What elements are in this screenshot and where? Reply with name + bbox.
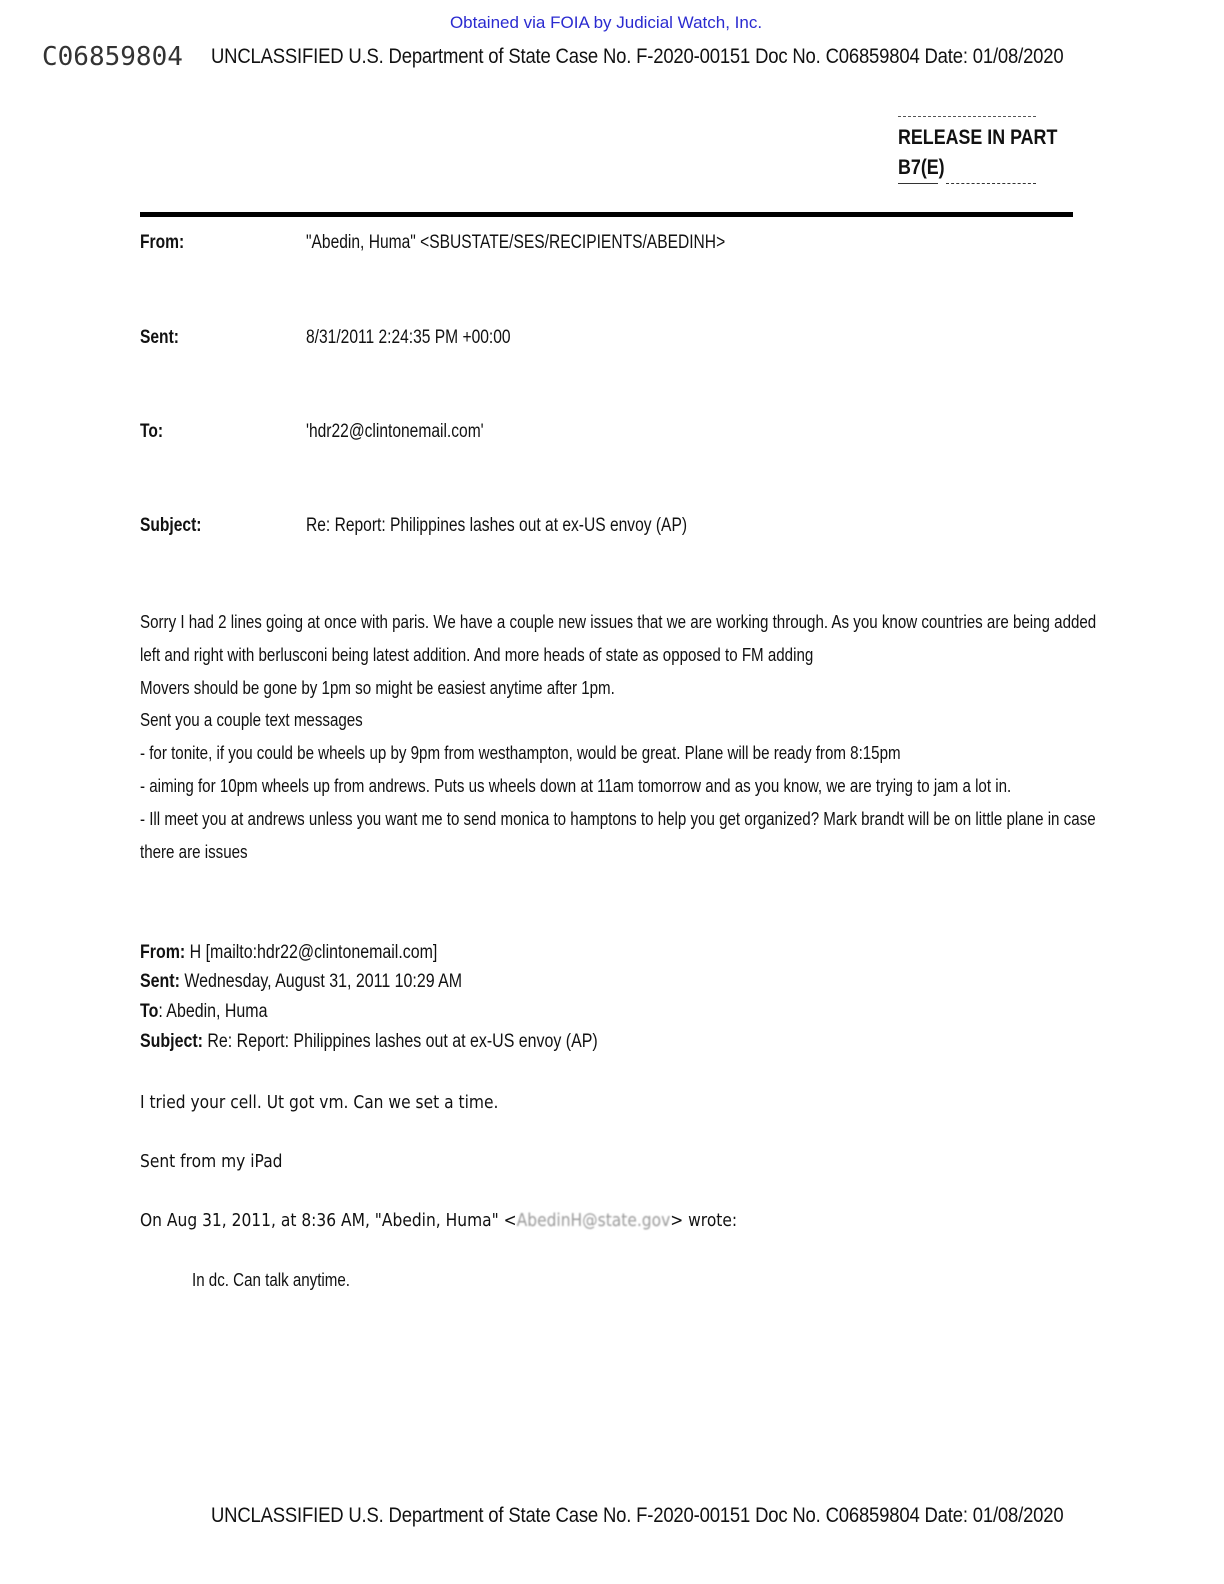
body-line: Sorry I had 2 lines going at once with paris. We have a couple new issues that we are working through. As you know countries are being added: [140, 612, 1097, 632]
quoted-wrote-line: [140, 1210, 737, 1231]
from-label: From:: [140, 232, 185, 253]
release-status: RELEASE IN PART: [898, 126, 1058, 149]
sent-value: 8/31/2011 2:24:35 PM +00:00: [306, 327, 511, 348]
to-value: 'hdr22@clintonemail.com': [306, 421, 484, 442]
quoted-signature: Sent from my iPad: [140, 1151, 283, 1172]
subject-label: Subject:: [140, 515, 202, 536]
body-line: there are issues: [140, 842, 248, 862]
subject-value: Re: Report: Philippines lashes out at ex-US envoy (AP): [306, 515, 688, 536]
release-dashed-line: [946, 183, 1036, 184]
wrote-suffix: > wrote:: [670, 1210, 738, 1231]
body-line: - for tonite, if you could be wheels up by 9pm from westhampton, would be great. Plane will be ready from 8:15pm: [140, 743, 901, 763]
quoted-sent-label: Sent:: [140, 971, 180, 992]
quoted-to-line: [140, 1001, 267, 1023]
classification-footer: UNCLASSIFIED U.S. Department of State Case No. F-2020-00151 Doc No. C06859804 Date: 01/08/2020: [211, 1504, 1064, 1527]
body-line: Movers should be gone by 1pm so might be easiest anytime after 1pm.: [140, 678, 615, 698]
quoted-from-label: From:: [140, 942, 186, 963]
release-exemption: B7(E): [898, 156, 945, 179]
quoted-from-line: [140, 942, 437, 964]
to-label: To:: [140, 421, 164, 442]
quoted-subject-label: Subject:: [140, 1031, 203, 1052]
quoted-sent-value: Wednesday, August 31, 2011 10:29 AM: [179, 971, 463, 992]
classification-header: UNCLASSIFIED U.S. Department of State Case No. F-2020-00151 Doc No. C06859804 Date: 01/08/2020: [211, 45, 1064, 68]
release-top-rule: [898, 116, 1036, 117]
inner-quoted-message: In dc. Can talk anytime.: [192, 1270, 350, 1290]
release-underline: [898, 183, 938, 184]
quoted-from-value: H [mailto:hdr22@clintonemail.com]: [185, 942, 438, 963]
quoted-sent-line: [140, 971, 462, 993]
body-line: - aiming for 10pm wheels up from andrews. Puts us wheels down at 11am tomorrow and as you know, we are trying to jam a lot in.: [140, 776, 1012, 796]
quoted-to-label: To: [140, 1001, 159, 1022]
from-value: "Abedin, Huma" <SBUSTATE/SES/RECIPIENTS/ABEDINH>: [306, 232, 726, 253]
body-line: left and right with berlusconi being latest addition. And more heads of state as opposed to FM adding: [140, 645, 814, 665]
wrote-prefix: On Aug 31, 2011, at 8:36 AM, "Abedin, Huma" <: [140, 1210, 517, 1231]
quoted-subject-value: Re: Report: Philippines lashes out at ex-US envoy (AP): [202, 1031, 598, 1052]
body-line: Sent you a couple text messages: [140, 710, 363, 730]
foia-watermark: Obtained via FOIA by Judicial Watch, Inc.: [449, 13, 763, 32]
header-divider: [140, 212, 1073, 217]
quoted-to-value: : Abedin, Huma: [158, 1001, 268, 1022]
wrote-email: AbedinH@state.gov: [516, 1210, 671, 1231]
sent-label: Sent:: [140, 327, 179, 348]
quoted-message: I tried your cell. Ut got vm. Can we set a time.: [140, 1092, 499, 1113]
body-line: - Ill meet you at andrews unless you want me to send monica to hamptons to help you get organized? Mark brandt will be on little plane in case: [140, 809, 1096, 829]
document-id: C06859804: [42, 42, 183, 72]
quoted-subject-line: [140, 1031, 598, 1053]
